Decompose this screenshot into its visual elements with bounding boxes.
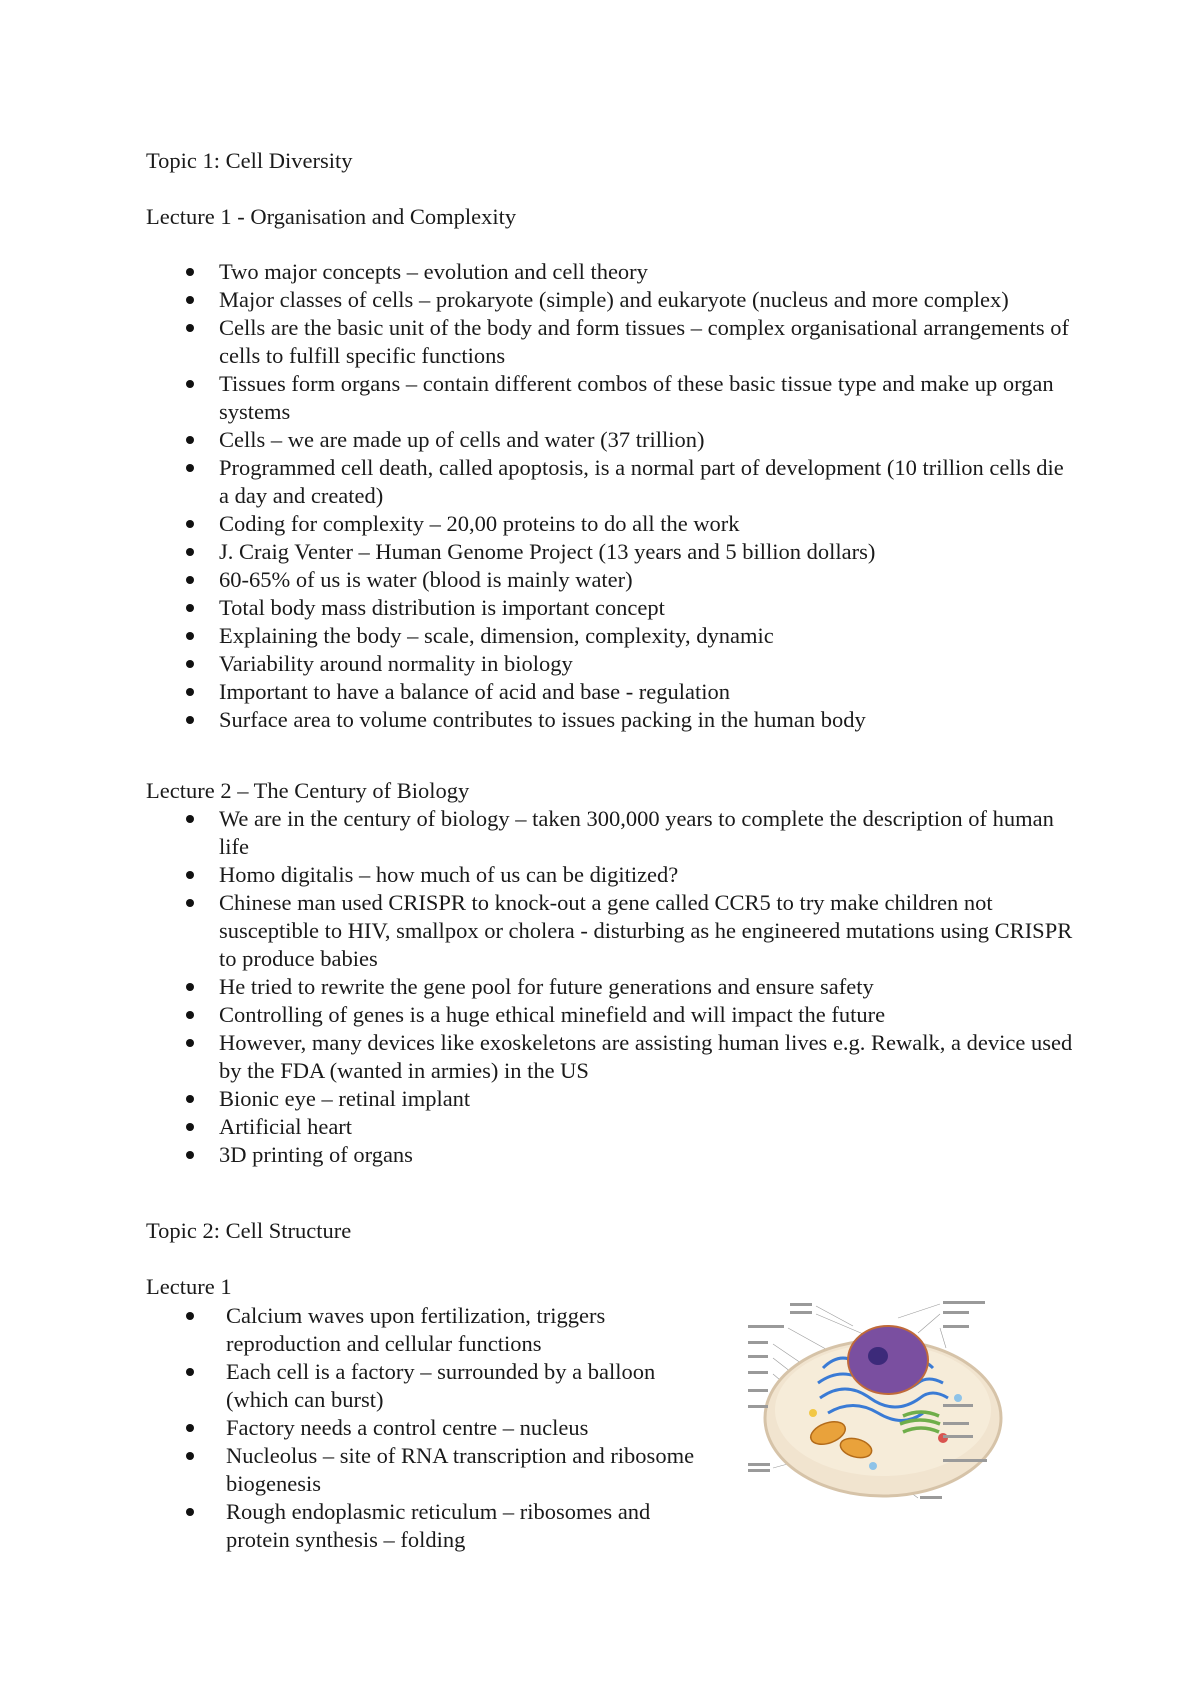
nucleolus [868, 1347, 888, 1365]
topic-2-lecture-1-title: Lecture 1 [146, 1274, 232, 1299]
list-item: Variability around normality in biology [146, 650, 1076, 678]
nucleus [848, 1326, 928, 1394]
list-item: We are in the century of biology – taken 300,000 years to complete the description of human life [146, 805, 1076, 861]
list-item: Rough endoplasmic reticulum – ribosomes and protein synthesis – folding [146, 1498, 706, 1554]
list-item: Two major concepts – evolution and cell theory [146, 258, 1076, 286]
animal-cell-diagram-icon [728, 1298, 1028, 1508]
topic-1-title: Topic 1: Cell Diversity [146, 148, 353, 173]
list-item: Programmed cell death, called apoptosis, is a normal part of development (10 trillion cells die a day and created) [146, 454, 1076, 510]
topic-1-lecture-1-title: Lecture 1 - Organisation and Complexity [146, 204, 517, 229]
list-item: Tissues form organs – contain different combos of these basic tissue type and make up organ systems [146, 370, 1076, 426]
list-item: Cells are the basic unit of the body and form tissues – complex organisational arrangements of cells to fulfill specific functions [146, 314, 1076, 370]
vesicle [954, 1394, 962, 1402]
list-item: Calcium waves upon fertilization, triggers reproduction and cellular functions [146, 1302, 706, 1358]
list-item: Coding for complexity – 20,00 proteins to do all the work [146, 510, 1076, 538]
list-item: Major classes of cells – prokaryote (simple) and eukaryote (nucleus and more complex) [146, 286, 1076, 314]
list-item: J. Craig Venter – Human Genome Project (13 years and 5 billion dollars) [146, 538, 1076, 566]
list-item: Artificial heart [146, 1113, 1076, 1141]
topic-1-lecture-1-bullets [146, 258, 1076, 734]
list-item: Chinese man used CRISPR to knock-out a gene called CCR5 to try make children not susceptible to HIV, smallpox or cholera - disturbing as he engineered mutations using CRISPR to produce babies [146, 889, 1076, 973]
list-item: Total body mass distribution is important concept [146, 594, 1076, 622]
list-item: Important to have a balance of acid and base - regulation [146, 678, 1076, 706]
list-item: 60-65% of us is water (blood is mainly water) [146, 566, 1076, 594]
list-item: Bionic eye – retinal implant [146, 1085, 1076, 1113]
list-item: Each cell is a factory – surrounded by a balloon (which can burst) [146, 1358, 706, 1414]
topic-2-lecture-1-bullets [146, 1302, 706, 1554]
list-item: However, many devices like exoskeletons are assisting human lives e.g. Rewalk, a device used by the FDA (wanted in armies) in the US [146, 1029, 1076, 1085]
list-item: Controlling of genes is a huge ethical minefield and will impact the future [146, 1001, 1076, 1029]
list-item: Factory needs a control centre – nucleus [146, 1414, 706, 1442]
list-item: Nucleolus – site of RNA transcription and ribosome biogenesis [146, 1442, 706, 1498]
list-item: Cells – we are made up of cells and water (37 trillion) [146, 426, 1076, 454]
vesicle [809, 1409, 817, 1417]
list-item: He tried to rewrite the gene pool for future generations and ensure safety [146, 973, 1076, 1001]
topic-1-lecture-2-bullets [146, 805, 1076, 1169]
vesicle [869, 1462, 877, 1470]
list-item: Explaining the body – scale, dimension, complexity, dynamic [146, 622, 1076, 650]
topic-1-lecture-2-title: Lecture 2 – The Century of Biology [146, 778, 470, 803]
list-item: 3D printing of organs [146, 1141, 1076, 1169]
topic-2-title: Topic 2: Cell Structure [146, 1218, 352, 1243]
list-item: Surface area to volume contributes to issues packing in the human body [146, 706, 1076, 734]
list-item: Homo digitalis – how much of us can be digitized? [146, 861, 1076, 889]
